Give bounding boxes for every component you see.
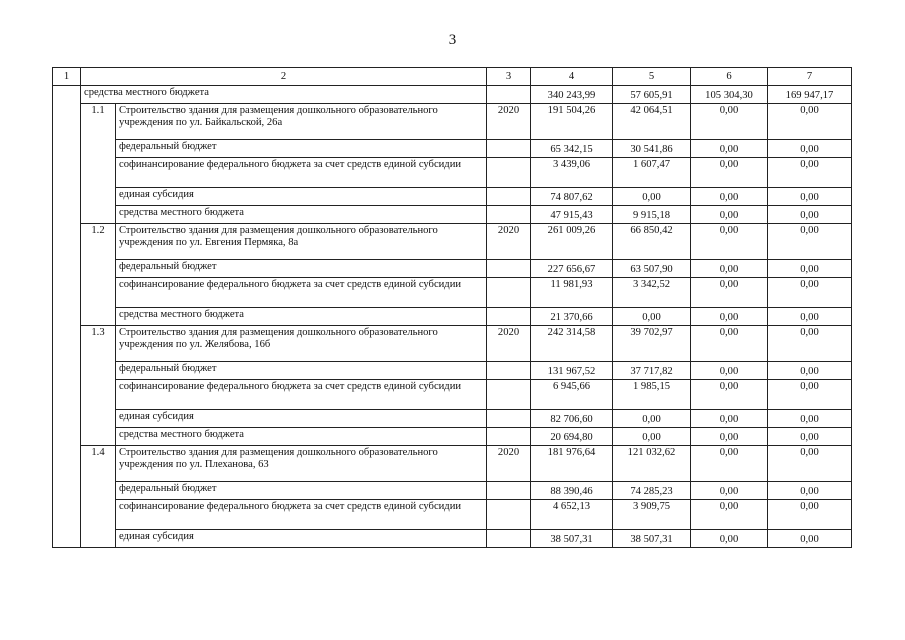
- value-col-5: 1 607,47: [613, 158, 691, 188]
- value-col-6: 0,00: [691, 188, 768, 206]
- value-col-5: 121 032,62: [613, 446, 691, 482]
- value-col-6: 105 304,30: [691, 86, 768, 104]
- object-name: Строительство здания для размещения дошкольного образовательного учреждения по ул. Желябова, 16б: [116, 326, 487, 362]
- value-col-5: 0,00: [613, 428, 691, 446]
- table-row-funding-source: [53, 188, 852, 206]
- value-col-7: 0,00: [768, 188, 852, 206]
- value-col-7: 0,00: [768, 278, 852, 308]
- value-col-7: 169 947,17: [768, 86, 852, 104]
- value-col-5: 30 541,86: [613, 140, 691, 158]
- value-col-5: 3 342,52: [613, 278, 691, 308]
- year-cell-empty: [487, 86, 531, 104]
- value-col-6: 0,00: [691, 446, 768, 482]
- value-col-5: 1 985,15: [613, 380, 691, 410]
- header-col-4: 4: [531, 68, 613, 86]
- value-col-6: 0,00: [691, 260, 768, 278]
- object-name: Строительство здания для размещения дошкольного образовательного учреждения по ул. Плеханова, 63: [116, 446, 487, 482]
- header-col-3: 3: [487, 68, 531, 86]
- value-col-7: 0,00: [768, 158, 852, 188]
- page-number: 3: [448, 32, 457, 48]
- funding-source-label: софинансирование федерального бюджета за счет средств единой субсидии: [116, 158, 487, 188]
- value-col-7: 0,00: [768, 260, 852, 278]
- table-row-funding-source: [53, 206, 852, 224]
- funding-source-label: федеральный бюджет: [116, 482, 487, 500]
- year-cell-empty: [487, 206, 531, 224]
- value-col-4: 47 915,43: [531, 206, 613, 224]
- value-col-5: 0,00: [613, 410, 691, 428]
- value-col-5: 39 702,97: [613, 326, 691, 362]
- object-year: 2020: [487, 104, 531, 140]
- year-cell-empty: [487, 410, 531, 428]
- value-col-6: 0,00: [691, 410, 768, 428]
- value-col-5: 63 507,90: [613, 260, 691, 278]
- funding-source-label: средства местного бюджета: [116, 428, 487, 446]
- value-col-5: 37 717,82: [613, 362, 691, 380]
- object-code: 1.3: [81, 326, 116, 446]
- funding-source-label: единая субсидия: [116, 410, 487, 428]
- year-cell-empty: [487, 530, 531, 548]
- table-row-funding-source: [53, 410, 852, 428]
- value-col-4: 65 342,15: [531, 140, 613, 158]
- value-col-6: 0,00: [691, 206, 768, 224]
- value-col-6: 0,00: [691, 278, 768, 308]
- value-col-6: 0,00: [691, 362, 768, 380]
- value-col-6: 0,00: [691, 482, 768, 500]
- year-cell-empty: [487, 260, 531, 278]
- value-col-4: 242 314,58: [531, 326, 613, 362]
- object-name: Строительство здания для размещения дошкольного образовательного учреждения по ул. Евгения Пермяка, 8а: [116, 224, 487, 260]
- local-budget-label: средства местного бюджета: [81, 86, 487, 104]
- table-row-funding-source: [53, 428, 852, 446]
- funding-source-label: федеральный бюджет: [116, 260, 487, 278]
- value-col-6: 0,00: [691, 104, 768, 140]
- value-col-4: 181 976,64: [531, 446, 613, 482]
- object-code: 1.1: [81, 104, 116, 224]
- value-col-4: 131 967,52: [531, 362, 613, 380]
- table-row-object: [53, 446, 852, 482]
- year-cell-empty: [487, 140, 531, 158]
- value-col-4: 74 807,62: [531, 188, 613, 206]
- value-col-7: 0,00: [768, 380, 852, 410]
- funding-source-label: софинансирование федерального бюджета за счет средств единой субсидии: [116, 500, 487, 530]
- funding-source-label: федеральный бюджет: [116, 362, 487, 380]
- value-col-5: 42 064,51: [613, 104, 691, 140]
- value-col-6: 0,00: [691, 308, 768, 326]
- value-col-5: 0,00: [613, 188, 691, 206]
- blank-cell: [53, 104, 81, 224]
- table-row-local-budget-total: [53, 86, 852, 104]
- table-row-object: [53, 224, 852, 260]
- value-col-5: 9 915,18: [613, 206, 691, 224]
- value-col-4: 4 652,13: [531, 500, 613, 530]
- value-col-7: 0,00: [768, 206, 852, 224]
- object-code: 1.4: [81, 446, 116, 548]
- object-year: 2020: [487, 326, 531, 362]
- value-col-6: 0,00: [691, 380, 768, 410]
- header-col-7: 7: [768, 68, 852, 86]
- value-col-7: 0,00: [768, 410, 852, 428]
- year-cell-empty: [487, 158, 531, 188]
- year-cell-empty: [487, 278, 531, 308]
- year-cell-empty: [487, 428, 531, 446]
- table-row-funding-source: [53, 140, 852, 158]
- object-name: Строительство здания для размещения дошкольного образовательного учреждения по ул. Байкальской, 26а: [116, 104, 487, 140]
- value-col-7: 0,00: [768, 326, 852, 362]
- value-col-4: 340 243,99: [531, 86, 613, 104]
- value-col-6: 0,00: [691, 224, 768, 260]
- value-col-4: 11 981,93: [531, 278, 613, 308]
- table-row-funding-source: [53, 260, 852, 278]
- value-col-7: 0,00: [768, 482, 852, 500]
- funding-source-label: софинансирование федерального бюджета за счет средств единой субсидии: [116, 380, 487, 410]
- table-row-funding-source: [53, 362, 852, 380]
- value-col-4: 3 439,06: [531, 158, 613, 188]
- funding-source-label: средства местного бюджета: [116, 308, 487, 326]
- value-col-6: 0,00: [691, 530, 768, 548]
- value-col-5: 0,00: [613, 308, 691, 326]
- object-code: 1.2: [81, 224, 116, 326]
- value-col-5: 3 909,75: [613, 500, 691, 530]
- value-col-5: 38 507,31: [613, 530, 691, 548]
- value-col-6: 0,00: [691, 428, 768, 446]
- value-col-4: 38 507,31: [531, 530, 613, 548]
- blank-cell: [53, 446, 81, 548]
- value-col-6: 0,00: [691, 140, 768, 158]
- table-row-funding-source: [53, 500, 852, 530]
- table-row-funding-source: [53, 158, 852, 188]
- value-col-6: 0,00: [691, 326, 768, 362]
- year-cell-empty: [487, 500, 531, 530]
- header-col-1: 1: [53, 68, 81, 86]
- header-row: [53, 68, 852, 86]
- header-col-2: 2: [81, 68, 487, 86]
- value-col-4: 21 370,66: [531, 308, 613, 326]
- header-col-6: 6: [691, 68, 768, 86]
- year-cell-empty: [487, 482, 531, 500]
- value-col-7: 0,00: [768, 446, 852, 482]
- value-col-5: 66 850,42: [613, 224, 691, 260]
- table-body: [53, 68, 852, 548]
- value-col-7: 0,00: [768, 500, 852, 530]
- value-col-4: 6 945,66: [531, 380, 613, 410]
- table-row-object: [53, 326, 852, 362]
- value-col-7: 0,00: [768, 224, 852, 260]
- blank-cell: [53, 86, 81, 104]
- blank-cell: [53, 224, 81, 326]
- value-col-4: 227 656,67: [531, 260, 613, 278]
- value-col-7: 0,00: [768, 140, 852, 158]
- object-year: 2020: [487, 446, 531, 482]
- value-col-6: 0,00: [691, 500, 768, 530]
- value-col-6: 0,00: [691, 158, 768, 188]
- value-col-5: 57 605,91: [613, 86, 691, 104]
- funding-source-label: федеральный бюджет: [116, 140, 487, 158]
- table-row-object: [53, 104, 852, 140]
- value-col-4: 82 706,60: [531, 410, 613, 428]
- table-row-funding-source: [53, 308, 852, 326]
- year-cell-empty: [487, 362, 531, 380]
- value-col-7: 0,00: [768, 308, 852, 326]
- value-col-4: 261 009,26: [531, 224, 613, 260]
- table-row-funding-source: [53, 380, 852, 410]
- funding-source-label: единая субсидия: [116, 530, 487, 548]
- budget-table: [52, 67, 852, 548]
- value-col-5: 74 285,23: [613, 482, 691, 500]
- blank-cell: [53, 326, 81, 446]
- header-col-5: 5: [613, 68, 691, 86]
- table-row-funding-source: [53, 530, 852, 548]
- value-col-4: 20 694,80: [531, 428, 613, 446]
- table-row-funding-source: [53, 482, 852, 500]
- value-col-7: 0,00: [768, 362, 852, 380]
- year-cell-empty: [487, 308, 531, 326]
- value-col-7: 0,00: [768, 104, 852, 140]
- table-row-funding-source: [53, 278, 852, 308]
- year-cell-empty: [487, 188, 531, 206]
- value-col-7: 0,00: [768, 428, 852, 446]
- funding-source-label: единая субсидия: [116, 188, 487, 206]
- year-cell-empty: [487, 380, 531, 410]
- funding-source-label: софинансирование федерального бюджета за счет средств единой субсидии: [116, 278, 487, 308]
- funding-source-label: средства местного бюджета: [116, 206, 487, 224]
- value-col-4: 191 504,26: [531, 104, 613, 140]
- value-col-7: 0,00: [768, 530, 852, 548]
- value-col-4: 88 390,46: [531, 482, 613, 500]
- object-year: 2020: [487, 224, 531, 260]
